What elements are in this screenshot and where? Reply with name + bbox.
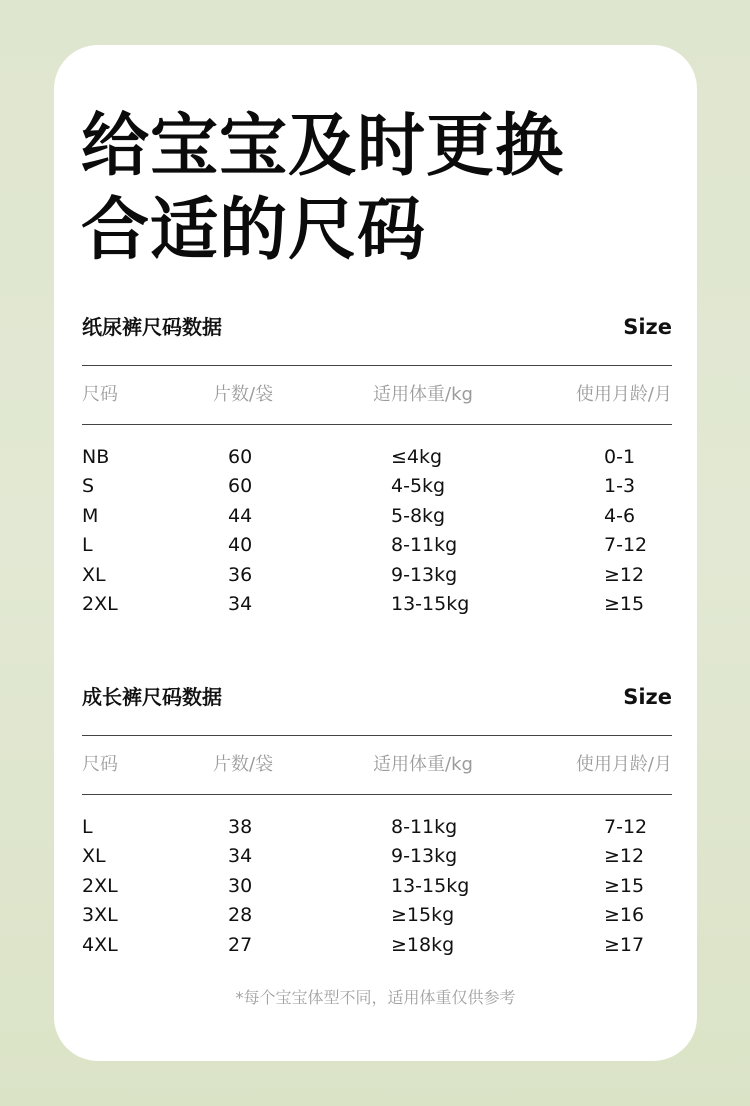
- cell-age: 4-6: [604, 504, 636, 527]
- cell-count: 60: [228, 446, 253, 468]
- column-headers: [82, 366, 672, 424]
- cell-age: ≥15: [604, 874, 645, 897]
- column-header-age: 使用月龄/月: [575, 754, 672, 775]
- table-row: [82, 531, 672, 560]
- cell-size: 4XL: [82, 933, 118, 956]
- column-header-size: 尺码: [82, 754, 118, 775]
- cell-count: 44: [228, 504, 253, 527]
- table-row: [82, 813, 672, 842]
- cell-age: 1-3: [604, 475, 636, 498]
- cell-age: ≥15: [604, 592, 645, 615]
- section-header: [82, 307, 672, 347]
- cell-weight: ≤4kg: [391, 446, 443, 468]
- section-title: 纸尿裤尺码数据: [82, 315, 222, 339]
- table-row: [82, 590, 672, 619]
- cell-count: 40: [228, 534, 253, 557]
- cell-weight: 9-13kg: [391, 563, 458, 586]
- headline-line-2: 合适的尺码: [81, 191, 427, 270]
- footnote: *每个宝宝体型不同，适用体重仅供参考: [235, 988, 516, 1007]
- table-row: [82, 842, 672, 871]
- cell-weight: 8-11kg: [391, 534, 458, 557]
- column-header-age: 使用月龄/月: [575, 384, 672, 405]
- cell-age: ≥12: [604, 845, 645, 868]
- table-row: [82, 872, 672, 901]
- pullup-size-section: [82, 677, 672, 960]
- column-header-weight: 适用体重/kg: [373, 754, 473, 775]
- cell-count: 27: [228, 933, 253, 956]
- cell-weight: 8-11kg: [391, 816, 458, 838]
- cell-size: XL: [82, 845, 106, 868]
- cell-size: NB: [82, 446, 110, 468]
- cell-weight: 13-15kg: [391, 874, 470, 897]
- cell-age: 0-1: [604, 446, 636, 468]
- table-row: [82, 443, 672, 472]
- size-table-body: [82, 795, 672, 960]
- cell-size: S: [82, 475, 95, 498]
- table-row: [82, 901, 672, 930]
- cell-weight: 13-15kg: [391, 592, 470, 615]
- cell-age: ≥17: [604, 933, 645, 956]
- column-header-count: 片数/袋: [213, 754, 274, 775]
- section-header: [82, 677, 672, 717]
- cell-age: ≥16: [604, 904, 645, 927]
- column-header-count: 片数/袋: [213, 384, 274, 405]
- column-headers: [82, 736, 672, 794]
- cell-count: 36: [228, 563, 253, 586]
- cell-count: 34: [228, 592, 253, 615]
- column-header-size: 尺码: [82, 384, 118, 405]
- cell-size: XL: [82, 563, 106, 586]
- cell-count: 34: [228, 845, 253, 868]
- table-row: [82, 931, 672, 960]
- cell-size: 2XL: [82, 874, 118, 897]
- cell-size: 2XL: [82, 592, 118, 615]
- cell-weight: ≥15kg: [391, 904, 455, 927]
- cell-age: 7-12: [604, 816, 648, 838]
- cell-count: 38: [228, 816, 253, 838]
- cell-size: M: [82, 504, 99, 527]
- size-label: Size: [623, 685, 672, 709]
- size-table-body: [82, 425, 672, 619]
- cell-age: ≥12: [604, 563, 645, 586]
- cell-size: L: [82, 816, 93, 838]
- size-label: Size: [623, 315, 672, 339]
- headline: [81, 105, 564, 273]
- section-title: 成长裤尺码数据: [82, 685, 222, 709]
- cell-weight: ≥18kg: [391, 933, 455, 956]
- column-header-weight: 适用体重/kg: [373, 384, 473, 405]
- cell-weight: 5-8kg: [391, 504, 446, 527]
- cell-count: 60: [228, 475, 253, 498]
- table-row: [82, 561, 672, 590]
- diaper-size-section: [82, 307, 672, 619]
- table-row: [82, 472, 672, 501]
- cell-age: 7-12: [604, 534, 648, 557]
- cell-count: 28: [228, 904, 253, 927]
- headline-line-1: 给宝宝及时更换: [81, 107, 565, 186]
- cell-size: 3XL: [82, 904, 118, 927]
- table-row: [82, 502, 672, 531]
- cell-count: 30: [228, 874, 253, 897]
- size-card: [54, 45, 697, 1061]
- cell-weight: 9-13kg: [391, 845, 458, 868]
- cell-weight: 4-5kg: [391, 475, 446, 498]
- cell-size: L: [82, 534, 93, 557]
